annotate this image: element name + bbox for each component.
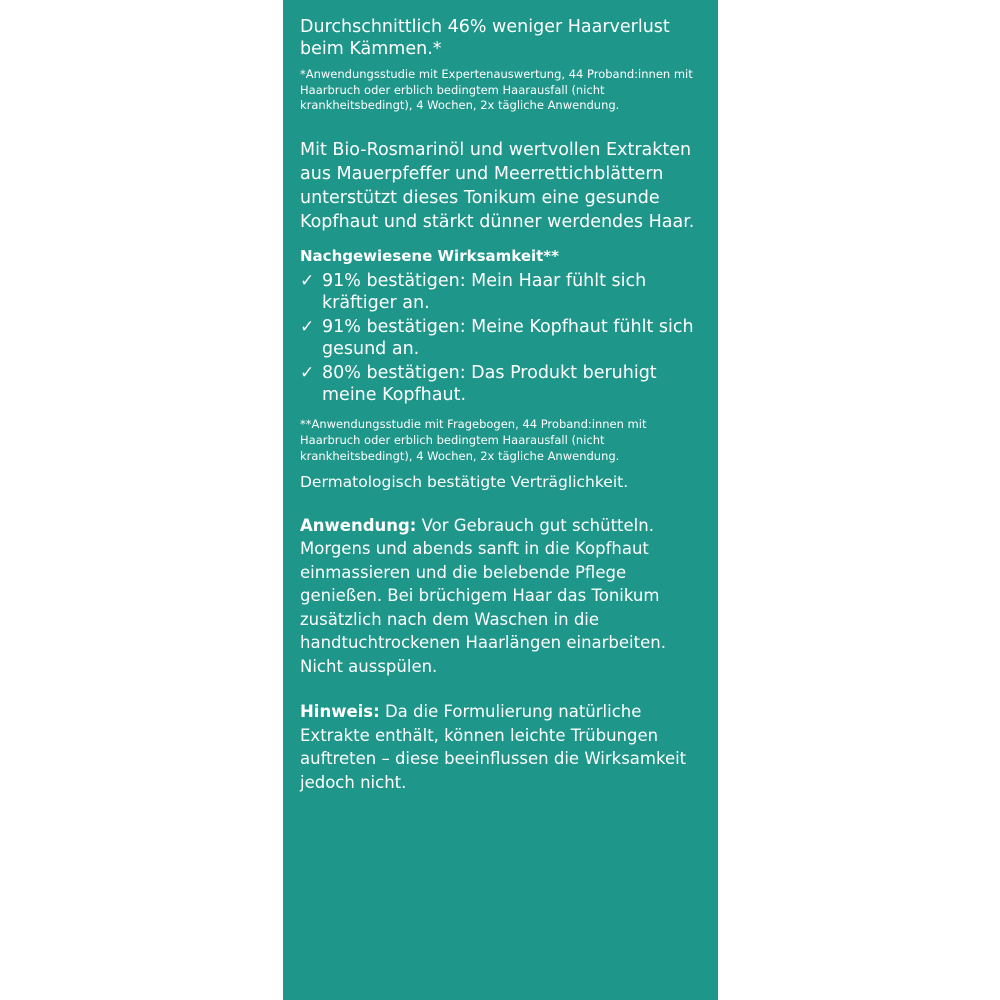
- efficacy-list: [300, 270, 708, 406]
- note-label: Hinweis:: [300, 702, 380, 721]
- check-icon: ✓: [300, 270, 315, 291]
- footnote-1: *Anwendungsstudie mit Expertenauswertung, 44 Proband:innen mit Haarbruch oder erblich bedingtem Haarausfall (nicht krankheitsbedingt), 4 Wochen, 2x tägliche Anwendung.: [300, 67, 693, 112]
- usage-paragraph: [300, 514, 708, 679]
- note-text: Da die Formulierung natürliche Extrakte enthält, können leichte Trübungen auftreten – diese beeinflussen die Wirksamkeit jedoch nicht.: [300, 702, 687, 792]
- check-icon: ✓: [300, 316, 315, 337]
- usage-label: Anwendung:: [300, 515, 417, 535]
- efficacy-title: Nachgewiesene Wirksamkeit**: [300, 246, 559, 265]
- intro-text: Mit Bio-Rosmarinöl und wertvollen Extrakten aus Mauerpfeffer und Meerrettichblättern unterstützt dieses Tonikum eine gesunde Kopfhaut und stärkt dünner werdendes Haar.: [300, 139, 695, 232]
- efficacy-item: ✓ 91% bestätigen: Meine Kopfhaut fühlt sich gesund an.: [300, 316, 694, 359]
- text-column: [300, 16, 708, 794]
- footnote-2: **Anwendungsstudie mit Fragebogen, 44 Proband:innen mit Haarbruch oder erblich bedingtem Haarausfall (nicht krankheitsbedingt), 4 Wochen, 2x tägliche Anwendung.: [300, 416, 647, 463]
- headline: Durchschnittlich 46% weniger Haarverlust beim Kämmen.*: [300, 17, 670, 59]
- efficacy-item: ✓ 91% bestätigen: Mein Haar fühlt sich kräftiger an.: [300, 270, 647, 313]
- usage-text: Vor Gebrauch gut schütteln. Morgens und abends sanft in die Kopfhaut einmassieren und die belebende Pflege genießen. Bei brüchigem Haar das Tonikum zusätzlich nach dem Waschen in die handtuchtrockenen Haarlängen einarbeiten. Nicht ausspülen.: [300, 515, 666, 676]
- note-paragraph: [300, 700, 708, 794]
- efficacy-item: ✓ 80% bestätigen: Das Produkt beruhigt meine Kopfhaut.: [300, 362, 657, 405]
- check-icon: ✓: [300, 362, 315, 383]
- dermatology-claim: Dermatologisch bestätigte Verträglichkeit.: [300, 472, 629, 491]
- product-info-panel: [283, 0, 718, 1000]
